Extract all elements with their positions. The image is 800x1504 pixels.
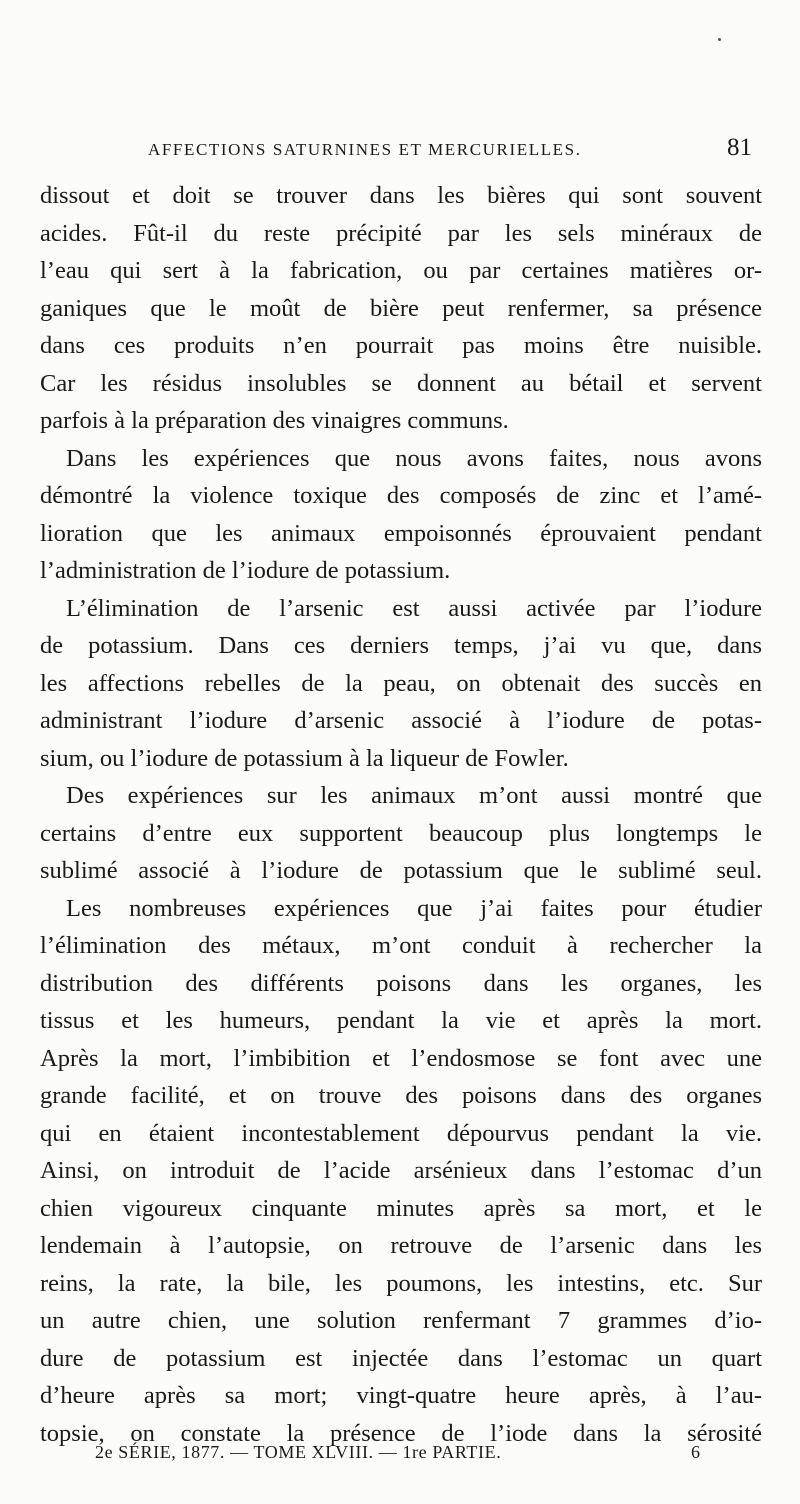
- text-line: dissout et doit se trouver dans les bières qui sont souvent: [40, 182, 762, 209]
- text-line: Les nombreuses expériences que j’ai faites pour étudier: [66, 894, 762, 922]
- footer-series-info: 2e SÉRIE, 1877. — TOME XLVIII. — 1re PARTIE.: [95, 1442, 502, 1462]
- body-text: [40, 177, 762, 1452]
- text-line: chien vigoureux cinquante minutes après sa mort, et le: [40, 1194, 762, 1222]
- running-title: AFFECTIONS SATURNINES ET MERCURIELLES.: [148, 140, 582, 159]
- text-line: topsie, on constate la présence de l’iode dans la sérosité: [40, 1419, 762, 1447]
- text-line: les affections rebelles de la peau, on obtenait des succès en: [40, 669, 762, 697]
- text-line: L’élimination de l’arsenic est aussi activée par l’iodure: [66, 594, 762, 622]
- running-head: [40, 134, 760, 164]
- text-line: acides. Fût-il du reste précipité par les sels minéraux de: [40, 219, 762, 247]
- text-line: dans ces produits n’en pourrait pas moins être nuisible.: [40, 332, 762, 359]
- text-line: grande facilité, et on trouve des poisons dans des organes: [40, 1082, 762, 1109]
- text-line: parfois à la préparation des vinaigres communs.: [40, 407, 509, 434]
- text-line: Des expériences sur les animaux m’ont aussi montré que: [66, 782, 762, 809]
- text-line: l’eau qui sert à la fabrication, ou par certaines matières or-: [40, 257, 762, 284]
- text-line: ganiques que le moût de bière peut renfermer, sa présence: [40, 294, 762, 322]
- text-line: de potassium. Dans ces derniers temps, j’ai vu que, dans: [40, 632, 762, 659]
- text-line: Car les résidus insolubles se donnent au bétail et servent: [40, 369, 762, 397]
- text-line: certains d’entre eux supportent beaucoup plus longtemps le: [40, 819, 762, 847]
- page-footer: [40, 1442, 760, 1472]
- text-line: Ainsi, on introduit de l’acide arsénieux dans l’estomac d’un: [40, 1157, 762, 1184]
- text-line: un autre chien, une solution renfermant 7 grammes d’io-: [40, 1307, 762, 1334]
- text-line: d’heure après sa mort; vingt-quatre heure après, à l’au-: [40, 1382, 762, 1409]
- page-number: 81: [727, 134, 752, 161]
- text-line: démontré la violence toxique des composés de zinc et l’amé-: [40, 482, 762, 509]
- text-line: lioration que les animaux empoisonnés éprouvaient pendant: [40, 519, 762, 547]
- text-line: lendemain à l’autopsie, on retrouve de l’arsenic dans les: [40, 1232, 762, 1259]
- text-line: qui en étaient incontestablement dépourvus pendant la vie.: [40, 1119, 762, 1147]
- text-line: reins, la rate, la bile, les poumons, les intestins, etc. Sur: [40, 1269, 762, 1297]
- footer-sheet-number: 6: [691, 1442, 700, 1462]
- text-line: l’élimination des métaux, m’ont conduit à rechercher la: [40, 932, 762, 959]
- text-line: sublimé associé à l’iodure de potassium que le sublimé seul.: [40, 857, 762, 884]
- text-line: dure de potassium est injectée dans l’estomac un quart: [40, 1344, 762, 1372]
- text-line: Après la mort, l’imbibition et l’endosmose se font avec une: [40, 1044, 762, 1072]
- text-line: administrant l’iodure d’arsenic associé à l’iodure de potas-: [40, 707, 762, 734]
- text-line: sium, ou l’iodure de potassium à la liqueur de Fowler.: [40, 744, 569, 772]
- text-line: l’administration de l’iodure de potassium.: [40, 557, 451, 584]
- text-line: tissus et les humeurs, pendant la vie et après la mort.: [40, 1007, 762, 1034]
- text-line: Dans les expériences que nous avons faites, nous avons: [66, 444, 762, 472]
- text-line: distribution des différents poisons dans les organes, les: [40, 969, 762, 997]
- scan-speck: [718, 38, 721, 41]
